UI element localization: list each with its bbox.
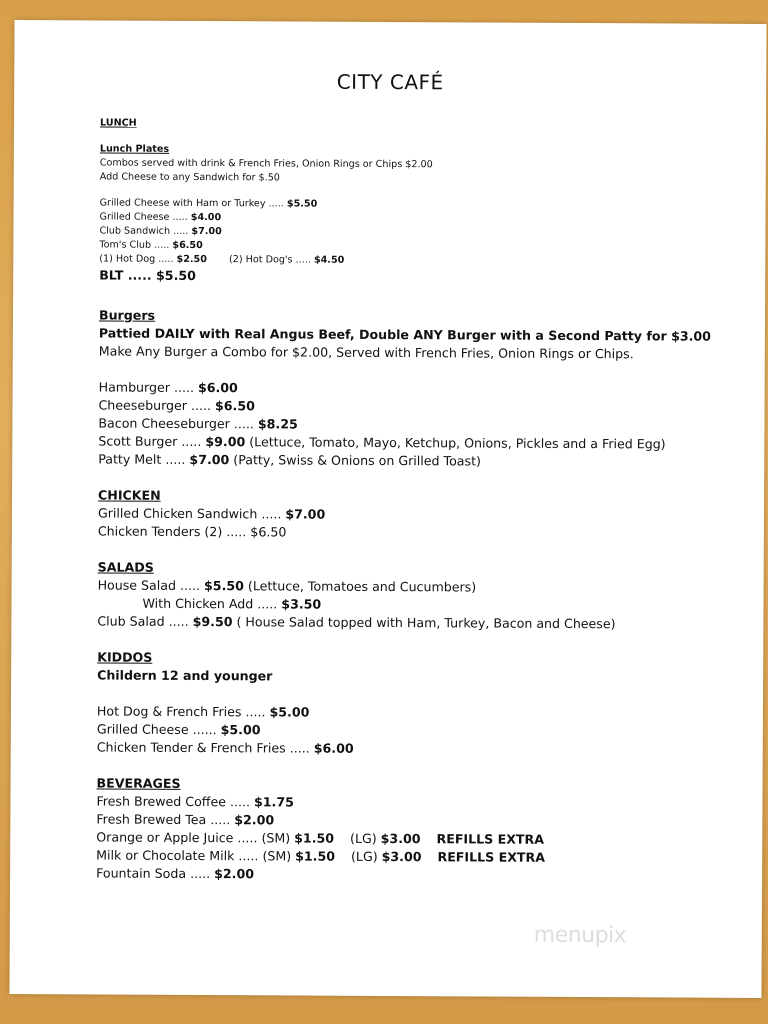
item-price: $2.50 — [176, 253, 207, 266]
item-dots: ..... — [168, 613, 189, 629]
item-name: Orange or Apple Juice — [96, 829, 234, 846]
item-price: $7.00 — [189, 451, 230, 468]
lunch-plates-heading: Lunch Plates — [99, 143, 170, 155]
watermark: menupix — [533, 922, 627, 949]
item-price: $2.00 — [234, 812, 275, 828]
item-name: Fresh Brewed Coffee — [96, 793, 227, 810]
item-price: $9.50 — [192, 613, 233, 630]
item-name: (2) Hot Dog's — [229, 254, 293, 266]
item-price: $4.50 — [313, 254, 345, 266]
item-dots: ..... — [233, 416, 254, 432]
item-dots: ..... — [257, 596, 278, 612]
item-dots: ..... — [173, 379, 195, 395]
item-description: ( House Salad topped with Ham, Turkey, Bacon and Cheese) — [236, 614, 616, 632]
refills-note: REFILLS EXTRA — [437, 849, 546, 865]
item-dots: ..... — [261, 506, 282, 522]
item-price: $5.50 — [286, 198, 318, 210]
burgers-tagline: Pattied DAILY with Real Angus Beef, Double ANY Burger with a Second Patty for $3.00 — [98, 325, 711, 344]
kiddos-heading: KIDDOS — [97, 649, 153, 665]
size-label: (LG) — [350, 830, 377, 846]
item-dots: ..... — [127, 267, 152, 283]
item-name: With Chicken Add — [142, 595, 254, 612]
menu-page — [9, 20, 766, 998]
item-price: $3.00 — [381, 848, 422, 865]
item-price: $4.00 — [190, 211, 222, 224]
item-dots: ..... — [190, 397, 212, 414]
item-dots: ..... — [238, 848, 259, 864]
item-description: (Lettuce, Tomato, Mayo, Ketchup, Onions, Pickles and a Fried Egg) — [249, 434, 666, 452]
item-price: $7.00 — [191, 225, 222, 238]
blt-item — [99, 266, 739, 287]
item-name: BLT — [99, 267, 124, 283]
item-name: Grilled Chicken Sandwich — [97, 505, 258, 522]
menu-item — [97, 612, 737, 633]
item-price: $8.25 — [257, 416, 298, 432]
menu-item — [97, 738, 737, 759]
beverages-heading: BEVERAGES — [96, 775, 181, 791]
item-dots: ..... — [210, 812, 231, 828]
item-dots: ...... — [192, 721, 217, 738]
combo-note: Combos served with drink & French Fries, Onion Rings or Chips $2.00 — [99, 157, 433, 171]
item-price: $7.00 — [285, 506, 326, 522]
page-title: CITY CAFÉ — [336, 69, 444, 95]
lunch-heading: LUNCH — [99, 117, 137, 129]
burgers-note: Make Any Burger a Combo for $2.00, Served with French Fries, Onion Rings or Chips. — [98, 343, 634, 362]
item-name: Patty Melt — [98, 451, 162, 467]
item-name: House Salad — [97, 577, 177, 593]
item-dots: ..... — [154, 239, 170, 251]
item-dots: ..... — [226, 524, 247, 540]
item-price: $9.00 — [205, 434, 246, 450]
item-price: $5.00 — [220, 722, 261, 738]
item-dots: ..... — [179, 577, 201, 594]
item-name: Bacon Cheeseburger — [98, 415, 230, 432]
cheese-note: Add Cheese to any Sandwich for $.50 — [99, 171, 280, 184]
item-dots: ..... — [295, 254, 311, 266]
item-price: $1.50 — [295, 848, 336, 864]
item-name: Hot Dog & French Fries — [96, 703, 242, 720]
item-price: $6.50 — [172, 239, 203, 252]
item-name: Club Salad — [97, 613, 165, 629]
menu-item — [96, 864, 736, 885]
item-price: $6.00 — [197, 380, 238, 396]
item-name: Club Sandwich — [99, 225, 171, 237]
item-name: Grilled Cheese with Ham or Turkey — [99, 197, 266, 210]
menu-item — [98, 522, 738, 543]
item-name: Milk or Chocolate Milk — [96, 847, 235, 864]
item-price: $6.00 — [313, 740, 354, 756]
item-price: $1.50 — [294, 830, 335, 846]
item-name: Chicken Tender & French Fries — [96, 739, 286, 756]
kiddos-subheading: Childern 12 and younger — [97, 667, 273, 684]
item-name: Tom's Club — [99, 239, 152, 251]
item-dots: ..... — [165, 451, 186, 467]
item-name: (1) Hot Dog — [99, 253, 156, 265]
item-dots: ..... — [158, 253, 174, 265]
item-name: Grilled Cheese — [96, 721, 189, 737]
size-label: (LG) — [351, 848, 378, 864]
item-price: $2.00 — [214, 866, 255, 882]
size-label: (SM) — [261, 830, 291, 846]
item-price: $1.75 — [254, 794, 294, 810]
item-name: Scott Burger — [98, 433, 178, 449]
item-name: Chicken Tenders (2) — [97, 523, 223, 540]
item-dots: ..... — [289, 740, 310, 756]
item-dots: ..... — [237, 830, 258, 846]
item-name: Cheeseburger — [98, 397, 188, 413]
item-dots: ..... — [190, 865, 211, 882]
chicken-heading: CHICKEN — [98, 487, 161, 503]
item-dots: ..... — [229, 794, 251, 810]
item-description: (Lettuce, Tomatoes and Cucumbers) — [247, 578, 477, 595]
item-name: Hamburger — [98, 379, 170, 395]
item-price: $3.50 — [281, 596, 322, 612]
item-dots: ..... — [181, 433, 202, 450]
menu-item — [98, 450, 738, 471]
item-price: $6.50 — [214, 398, 255, 414]
item-price: $5.50 — [204, 578, 244, 594]
item-dots: ..... — [173, 225, 189, 237]
item-name: Fresh Brewed Tea — [96, 811, 207, 828]
item-price: $5.50 — [156, 267, 196, 283]
item-price: $5.00 — [269, 704, 310, 720]
menu-content — [96, 116, 740, 885]
size-label: (SM) — [262, 848, 292, 864]
burgers-heading: Burgers — [98, 307, 156, 323]
item-dots: ..... — [268, 198, 284, 210]
refills-note: REFILLS EXTRA — [436, 831, 545, 847]
salads-heading: SALADS — [97, 559, 154, 575]
item-name: Grilled Cheese — [99, 211, 170, 223]
item-price: $6.50 — [250, 524, 287, 540]
item-dots: ..... — [172, 211, 188, 223]
item-name: Fountain Soda — [96, 865, 187, 881]
item-description: (Patty, Swiss & Onions on Grilled Toast) — [233, 452, 481, 469]
item-dots: ..... — [245, 704, 266, 720]
item-price: $3.00 — [380, 830, 421, 847]
